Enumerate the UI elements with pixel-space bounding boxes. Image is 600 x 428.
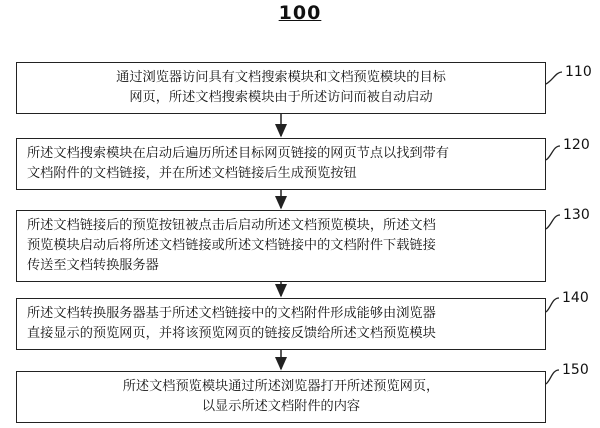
leader-150 <box>546 370 559 384</box>
leader-110 <box>546 72 562 84</box>
step-text-150: 所述文档预览模块通过所述浏览器打开所述预览网页， 以显示所述文档附件的内容 <box>122 379 440 414</box>
step-text-110: 通过浏览器访问具有文档搜索模块和文档预览模块的目标 网页，所述文档搜索模块由于所述访问而被自动启动 <box>116 70 446 105</box>
ref-label-140: 140 <box>562 290 589 306</box>
step-text-130: 所述文档链接后的预览按钮被点击后启动所述文档预览模块，所述文档 预览模块启动后将所述文档链接或所述文档链接中的文档附件下载链接 传送至文档转换服务器 <box>27 218 436 273</box>
leader-130 <box>546 215 560 229</box>
ref-label-130: 130 <box>563 207 590 223</box>
step-text-140: 所述文档转换服务器基于所述文档链接中的文档附件形成能够由浏览器 直接显示的预览网页，并将该预览网页的链接反馈给所述文档预览模块 <box>27 306 436 341</box>
leader-140 <box>546 298 559 312</box>
ref-label-120: 120 <box>563 137 590 153</box>
leader-120 <box>546 146 560 160</box>
ref-label-150: 150 <box>562 362 589 378</box>
ref-label-110: 110 <box>565 64 592 80</box>
figure-title: 100 <box>278 2 322 24</box>
step-text-120: 所述文档搜索模块在启动后遍历所述目标网页链接的网页节点以找到带有 文档附件的文档链接，并在所述文档链接后生成预览按钮 <box>27 146 449 181</box>
